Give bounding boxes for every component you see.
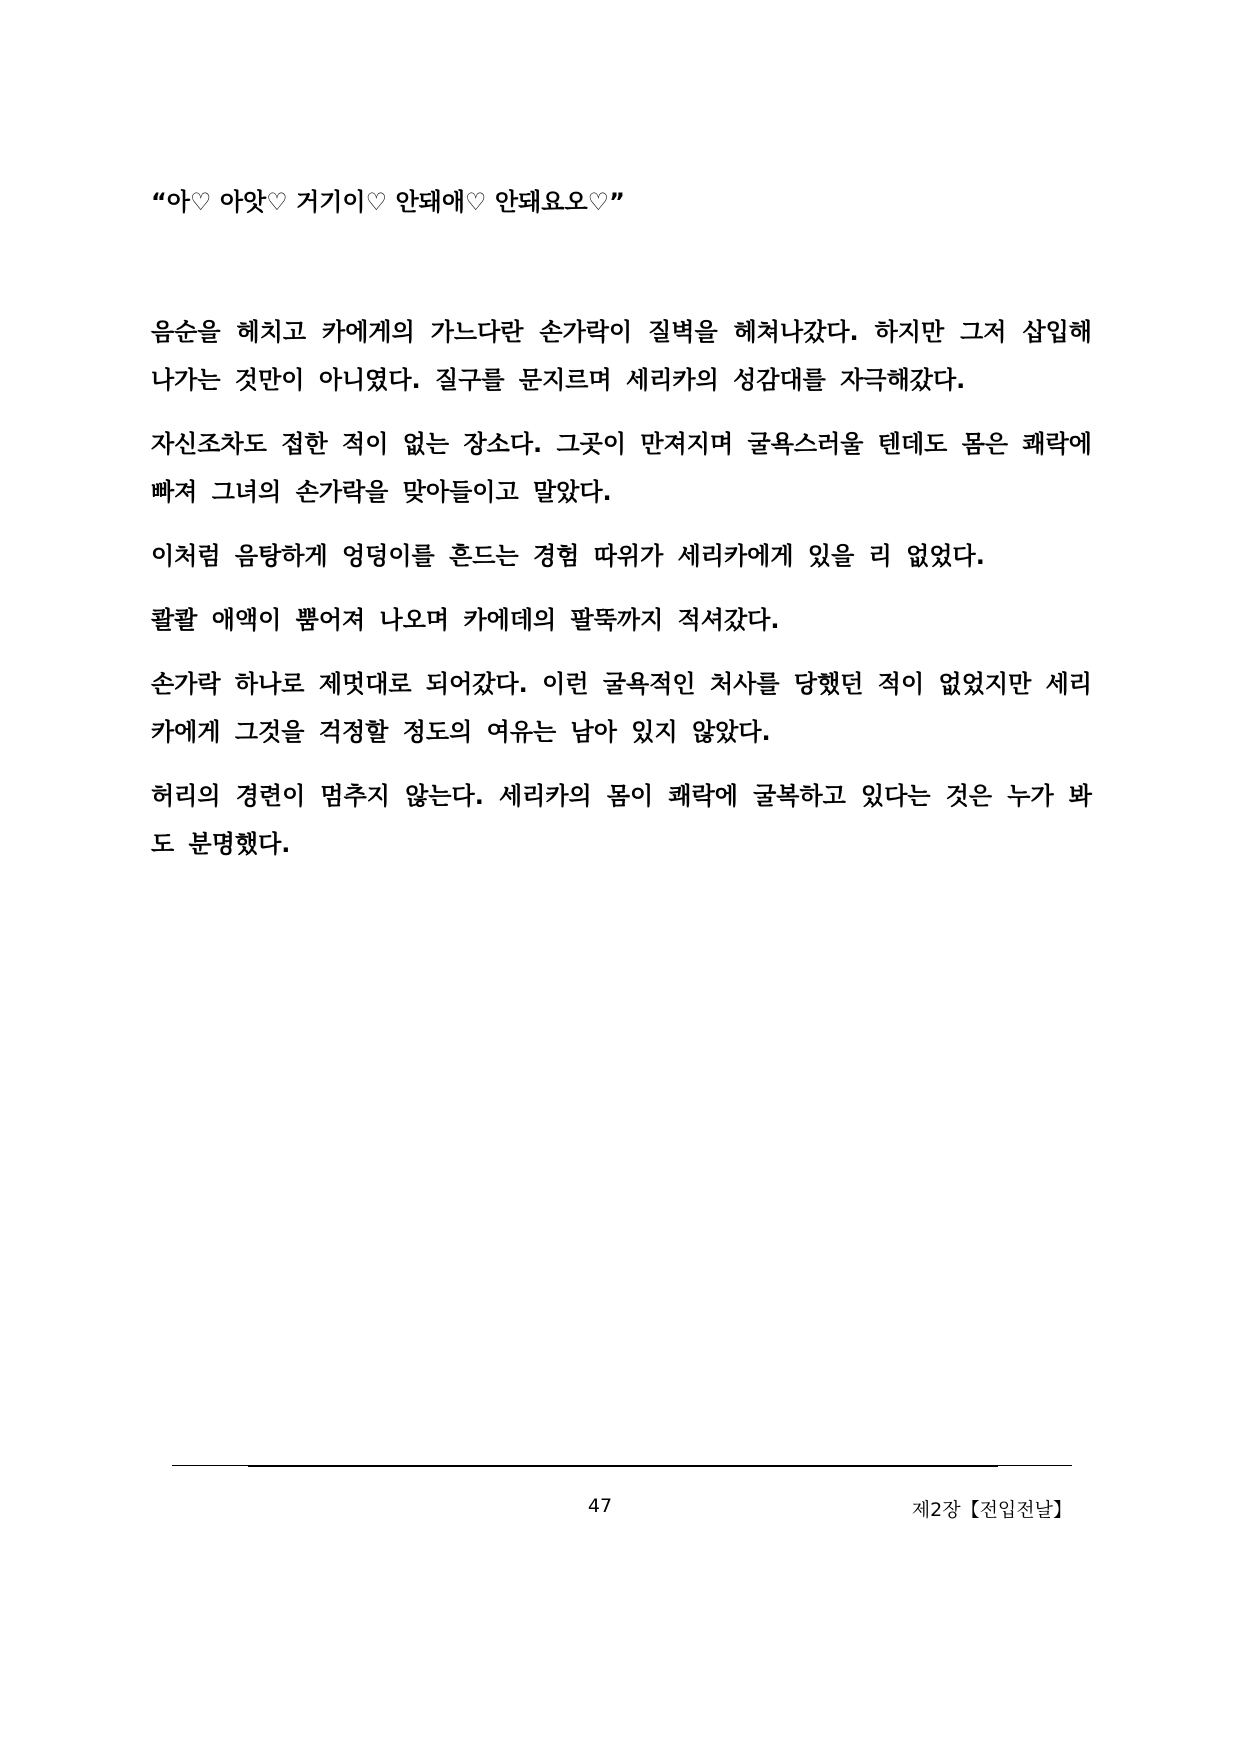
paragraph: 손가락 하나로 제멋대로 되어갔다. 이런 굴욕적인 처사를 당했던 적이 없었지만 세리카에게 그것을 걱정할 정도의 여유는 남아 있지 않았다. bbox=[151, 670, 1092, 746]
body-text bbox=[151, 308, 1092, 884]
chapter-label: 제2장【전입전날】 bbox=[911, 1499, 1072, 1521]
paragraph: 자신조차도 접한 적이 없는 장소다. 그곳이 만져지며 굴욕스러울 텐데도 몸은 쾌락에 빠져 그녀의 손가락을 맞아들이고 말았다. bbox=[151, 430, 1092, 506]
footer-divider-accent bbox=[248, 1465, 998, 1467]
paragraph: 음순을 헤치고 카에게의 가느다란 손가락이 질벽을 헤쳐나갔다. 하지만 그저 삽입해 나가는 것만이 아니였다. 질구를 문지르며 세리카의 성감대를 자극해갔다. bbox=[151, 318, 1092, 394]
paragraph: 콸콸 애액이 뿜어져 나오며 카에데의 팔뚝까지 적셔갔다. bbox=[151, 606, 780, 634]
paragraph: 이처럼 음탕하게 엉덩이를 흔드는 경험 따위가 세리카에게 있을 리 없었다. bbox=[151, 542, 985, 570]
page-number: 47 bbox=[587, 1495, 613, 1517]
dialogue-line: “아♡ 아앗♡ 거기이♡ 안돼애♡ 안돼요오♡” bbox=[151, 188, 625, 216]
paragraph: 허리의 경련이 멈추지 않는다. 세리카의 몸이 쾌락에 굴복하고 있다는 것은 누가 봐도 분명했다. bbox=[151, 782, 1092, 858]
